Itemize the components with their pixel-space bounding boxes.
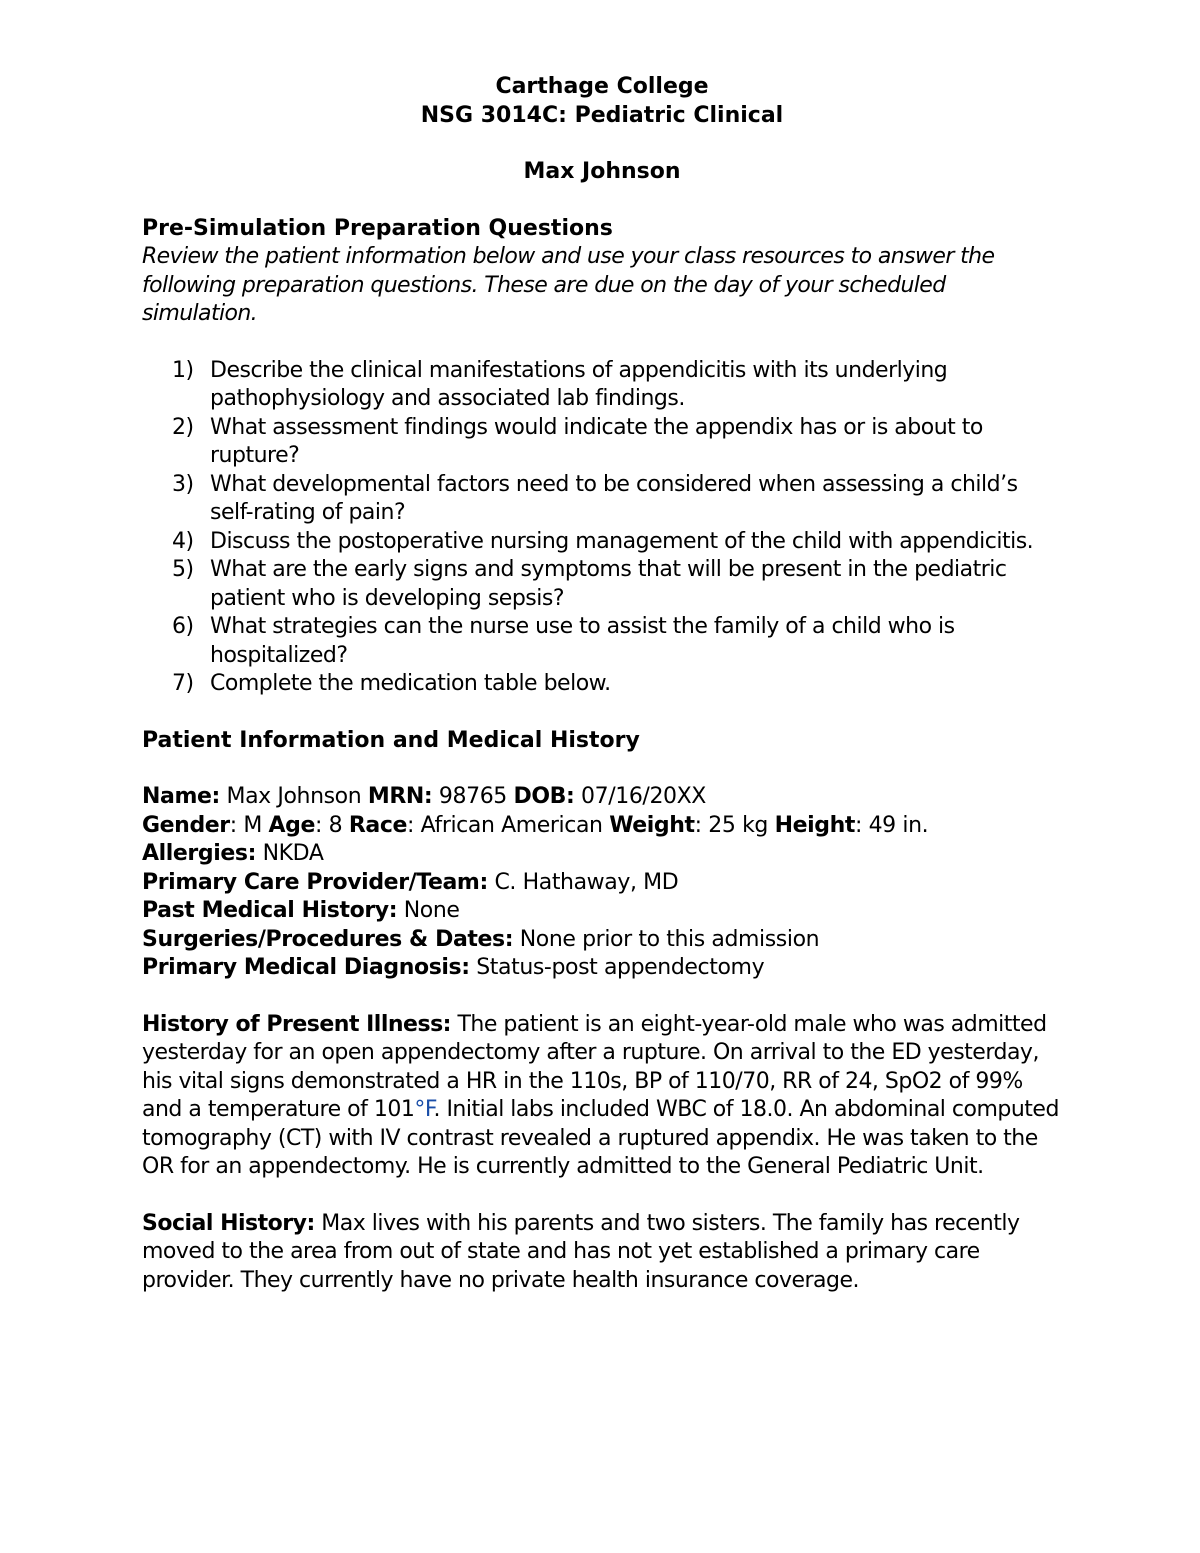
- prep-question-4: 4) Discuss the postoperative nursing management of the child with appendicitis.: [172, 528, 1034, 554]
- prep-question-7: 7) Complete the medication table below.: [172, 671, 611, 696]
- diagnosis-line: Primary Medical Diagnosis: Status-post appendectomy: [142, 955, 765, 980]
- document-page: [142, 73, 1062, 1295]
- prep-instructions: Review the patient information below and use your class resources to answer the following preparation questions. These are due on the day of your scheduled simulation.: [142, 244, 995, 326]
- pmh-line: Past Medical History: None: [142, 898, 460, 923]
- patient-id-line: Name: Max Johnson MRN: 98765 DOB: 07/16/20XX: [142, 784, 706, 809]
- patient-demographics-line: Gender: M Age: 8 Race: African American Weight: 25 kg Height: 49 in.: [142, 812, 929, 838]
- patient-name-title: Max Johnson: [523, 159, 681, 184]
- patient-info-heading: Patient Information and Medical History: [142, 727, 640, 753]
- institution-title: Carthage College: [495, 74, 709, 99]
- prep-question-6: 6) What strategies can the nurse use to assist the family of a child who is hospitalized?: [172, 614, 955, 668]
- prep-heading: Pre-Simulation Preparation Questions: [142, 215, 613, 241]
- social-history-paragraph: Social History: Max lives with his parents and two sisters. The family has recently moved to the area from out of state and has not yet established a primary care provider. They currently have no private health insurance coverage.: [142, 1210, 1020, 1293]
- course-title: NSG 3014C: Pediatric Clinical: [420, 102, 784, 128]
- prep-question-1: 1) Describe the clinical manifestations of appendicitis with its underlying pathophysiology and associated lab findings.: [172, 357, 948, 411]
- prep-question-3: 3) What developmental factors need to be considered when assessing a child’s self-rating of pain?: [172, 471, 1018, 525]
- prep-question-list: [142, 357, 1062, 699]
- prep-question-5: 5) What are the early signs and symptoms that will be present in the pediatric patient who is developing sepsis?: [172, 557, 1007, 611]
- hpi-paragraph: History of Present Illness: The patient is an eight-year-old male who was admitted yesterday for an open appendectomy after a rupture. On arrival to the ED yesterday, his vital signs demonstrated a HR in the 110s, BP of 110/70, RR of 24, SpO2 of 99% and a temperature of 101°F. Initial labs included WBC of 18.0. An abdominal computed tomography (CT) with IV contrast revealed a ruptured appendix. He was taken to the OR for an appendectomy. He is currently admitted to the General Pediatric Unit.: [142, 1011, 1059, 1179]
- allergies-line: Allergies: NKDA: [142, 841, 324, 866]
- prep-question-2: 2) What assessment findings would indicate the appendix has or is about to rupture?: [172, 414, 983, 468]
- pcp-line: Primary Care Provider/Team: C. Hathaway, MD: [142, 869, 679, 895]
- surgeries-line: Surgeries/Procedures & Dates: None prior to this admission: [142, 926, 820, 952]
